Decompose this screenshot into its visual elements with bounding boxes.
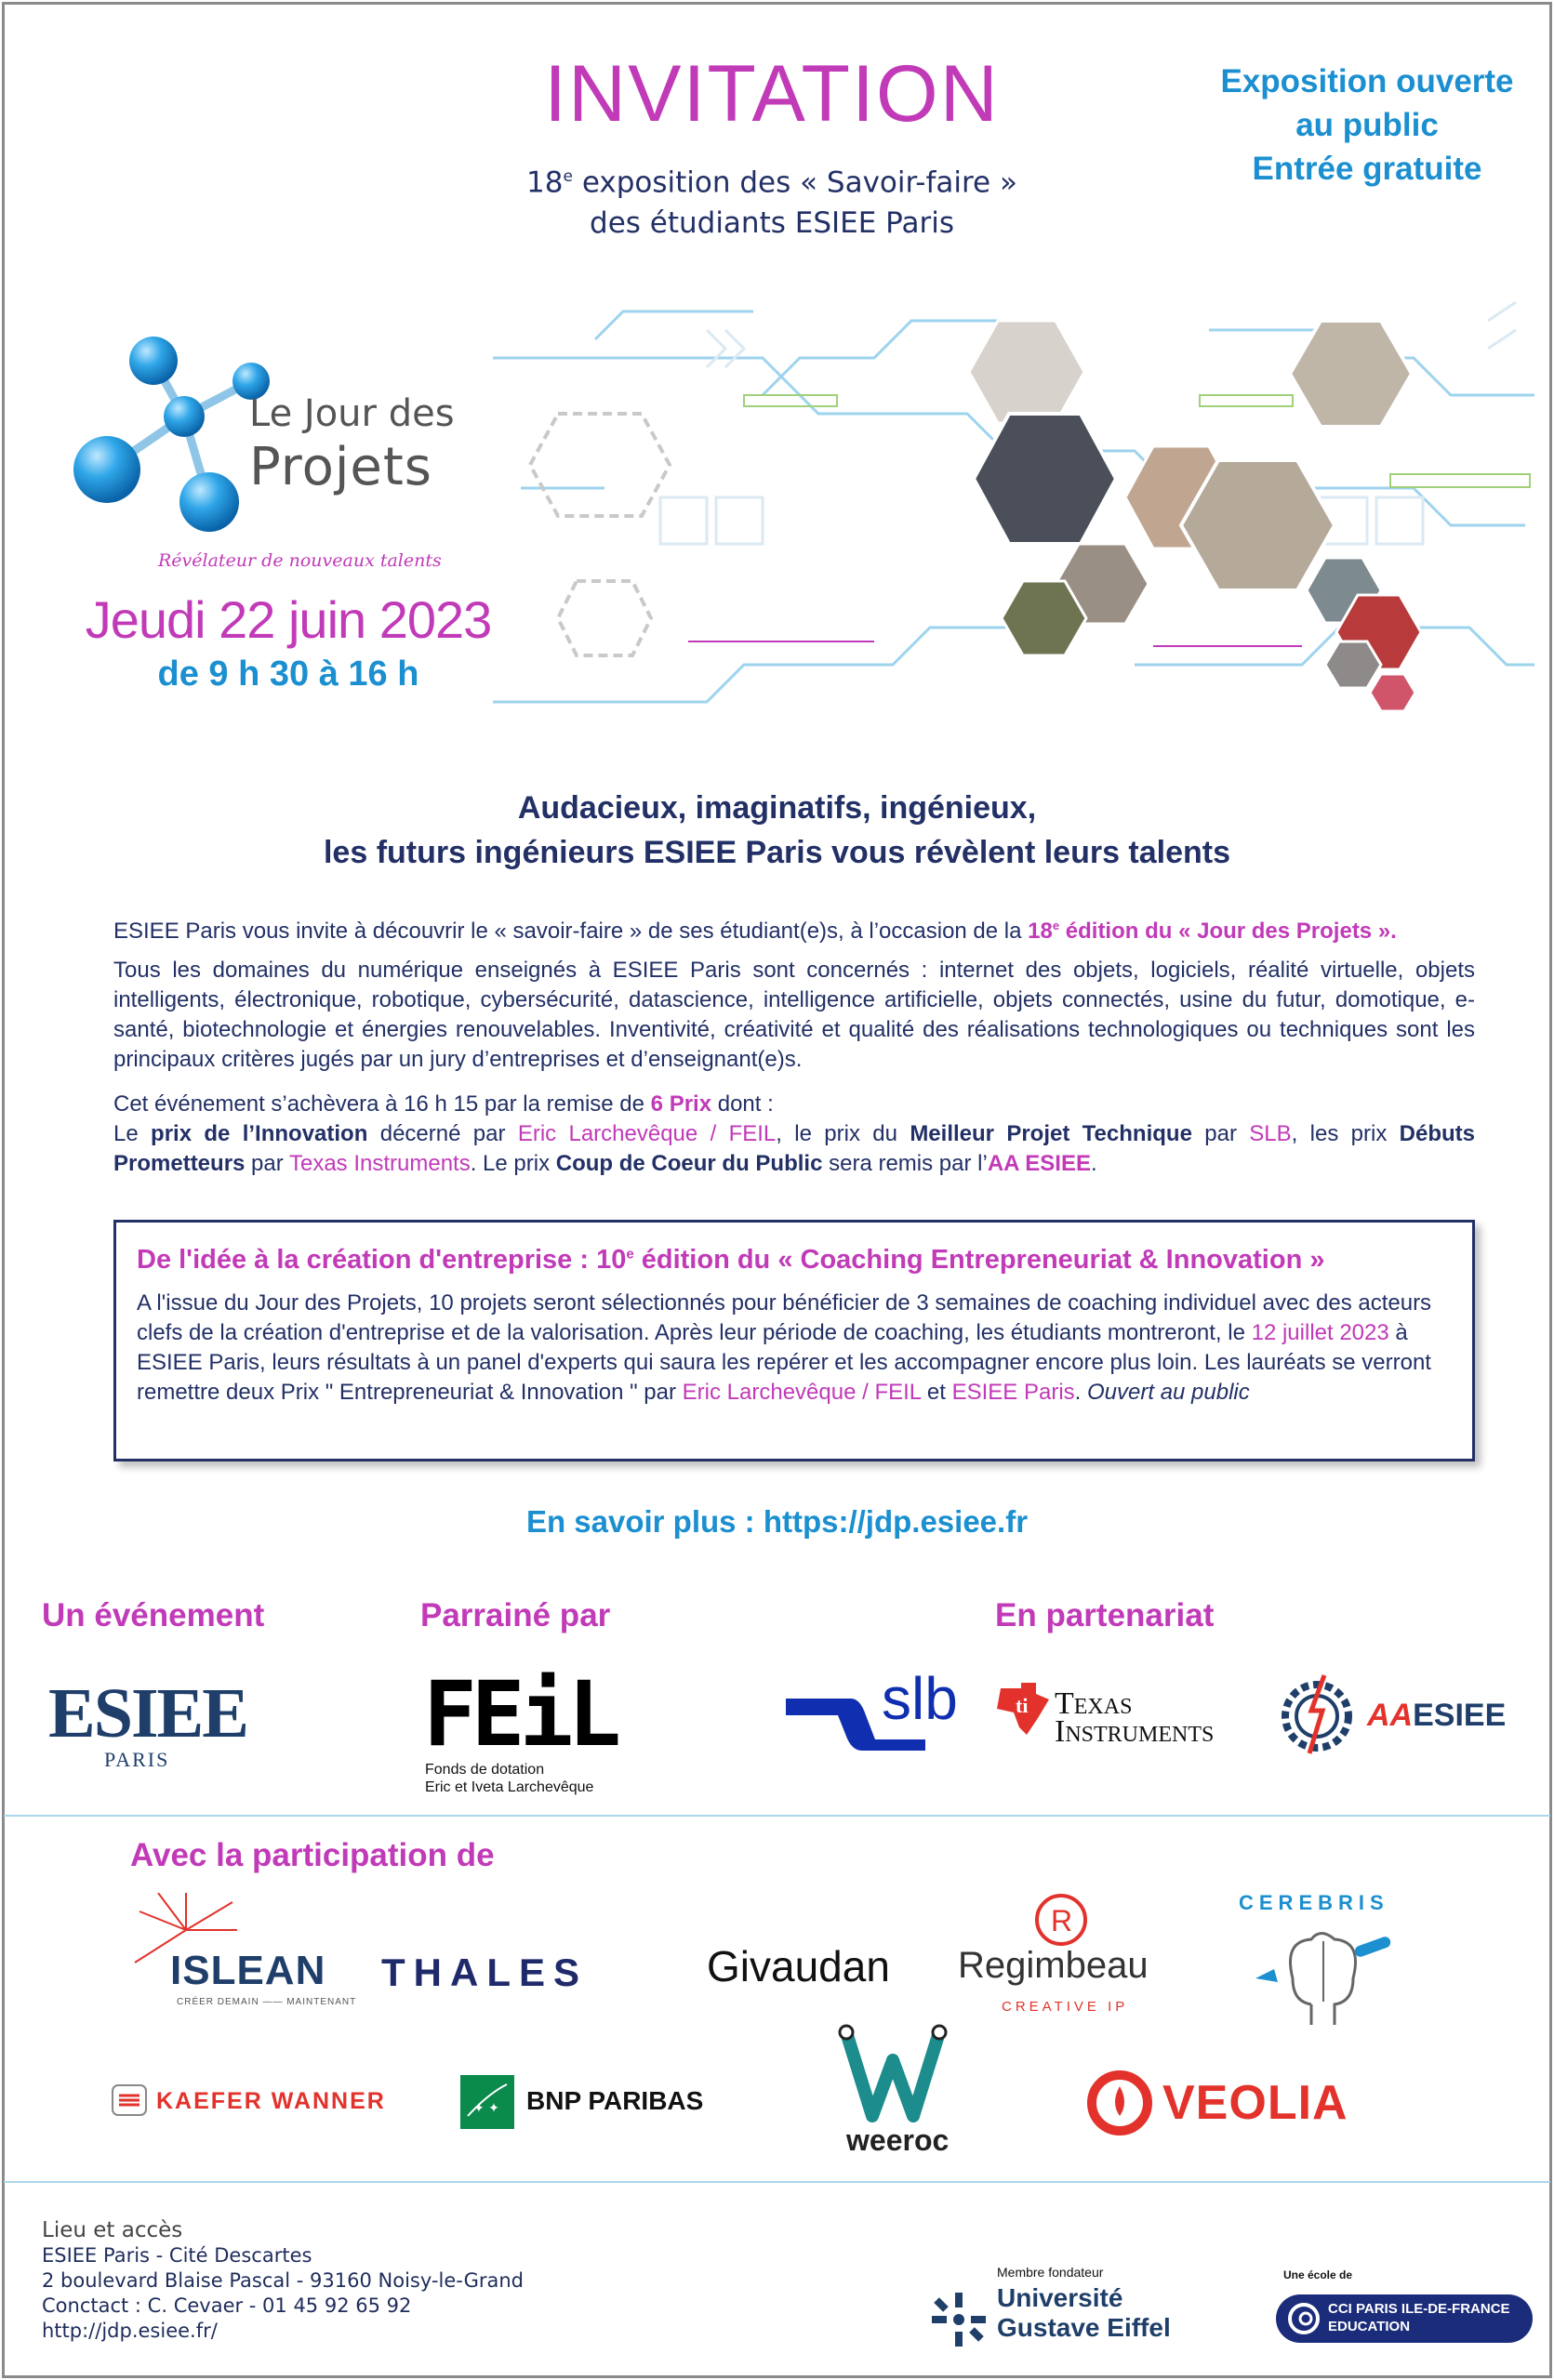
intro-paragraph-3 [113, 1090, 1475, 1179]
thales-logo: THALES [381, 1950, 588, 1994]
p3-r: sera remis par l’ [822, 1151, 988, 1176]
svg-text:R: R [1051, 1904, 1073, 1937]
cci-line1: CCI PARIS ILE-DE-FRANCE [1328, 2301, 1510, 2317]
p3-aa-esiee: AA ESIEE [987, 1151, 1091, 1176]
cci-logo [1328, 2300, 1510, 2335]
bnp-stars-icon [460, 2075, 514, 2129]
coaching-open-public: Ouvert au public [1087, 1380, 1250, 1405]
p3-ti: Texas Instruments [288, 1151, 471, 1176]
uge-logo [997, 2283, 1171, 2343]
p3-l: , les prix [1291, 1121, 1400, 1146]
p3-debuts-prize: Débuts Prometteurs [113, 1121, 1476, 1176]
logo-name-line2: Projets [249, 437, 432, 497]
ti-line1: Texas [1055, 1686, 1133, 1721]
venue-line1: ESIEE Paris - Cité Descartes [42, 2244, 312, 2267]
cci-label: Une école de [1283, 2268, 1353, 2281]
islean-logo-sub: CRÉER DEMAIN —— MAINTENANT [177, 1997, 357, 2007]
coaching-title-sup: e [626, 1246, 634, 1263]
logo-name-line1: Le Jour des [249, 392, 455, 435]
p3-j: par [1191, 1121, 1250, 1146]
headline-line2: les futurs ingénieurs ESIEE Paris vous révèlent leurs talents [323, 835, 1231, 870]
p3-prize-count: 6 Prix [650, 1091, 712, 1117]
venue-address: 2 boulevard Blaise Pascal - 93160 Noisy-le-Grand [42, 2269, 524, 2292]
venue-contact: Conctact : C. Cevaer - 01 45 92 65 92 [42, 2294, 412, 2317]
section-sponsored-by: Parrainé par [420, 1597, 611, 1633]
expo-line3: Entrée gratuite [1252, 151, 1482, 187]
regimbeau-logo: Regimbeau [958, 1945, 1149, 1986]
bnp-paribas-logo: BNP PARIBAS [526, 2086, 704, 2115]
event-date: Jeudi 22 juin 2023 [85, 590, 492, 649]
p3-slb: SLB [1249, 1121, 1292, 1146]
coaching-title-pre: De l'idée à la création d'entreprise : 10 [137, 1245, 627, 1275]
uge-label: Membre fondateur [997, 2265, 1104, 2280]
event-hours: de 9 h 30 à 16 h [157, 654, 419, 694]
subtitle-line2: des étudiants ESIEE Paris [590, 206, 954, 241]
aa-prefix: AA [1367, 1698, 1414, 1733]
ti-logo-icon [993, 1681, 1051, 1739]
section-partners: En partenariat [995, 1597, 1215, 1633]
logo-tagline: Révélateur de nouveaux talents [158, 550, 442, 571]
more-info-link[interactable]: En savoir plus : https://jdp.esiee.fr [525, 1504, 1029, 1539]
cerebris-logo: CEREBRIS [1239, 1891, 1389, 1914]
esiee-logo: ESIEE [48, 1674, 247, 1752]
feil-logo-sub [425, 1761, 593, 1796]
exhibition-subtitle [465, 156, 1079, 244]
veolia-logo: VEOLIA [1162, 2076, 1348, 2130]
veolia-logo-icon [1086, 2069, 1153, 2136]
cci-logo-icon [1287, 2302, 1321, 2335]
p1-highlight-sup: e [1052, 919, 1060, 932]
feil-logo: FEiL [423, 1662, 617, 1766]
coaching-body [137, 1289, 1452, 1408]
circuit-hexagon-banner [484, 274, 1544, 711]
intro-paragraph-1 [113, 911, 1475, 946]
uge-logo-icon [930, 2291, 988, 2348]
p3-p: . Le prix [470, 1151, 556, 1176]
coaching-larcheveque: Eric Larchevêque / FEIL [682, 1380, 922, 1405]
weeroc-w-icon [837, 2023, 949, 2127]
subtitle-number: 18 [526, 165, 564, 200]
aa-suffix: ESIEE [1413, 1698, 1507, 1733]
ti-logo [1055, 1686, 1215, 1749]
section-participation: Avec la participation de [130, 1837, 495, 1873]
feil-sub-line1: Fonds de dotation [425, 1762, 545, 1778]
invitation-title: INVITATION [544, 49, 1000, 139]
intro-paragraph-2: Tous les domaines du numérique enseignés à ESIEE Paris sont concernés : internet des objets, logiciels, réalité virtuelle, objets intelligents, électronique, robotique, cybersécurité, datascience, intelligence artificielle, objets connectés, usine du futur, domotique, e-santé, biotechnologie et énergies renouvelables. Inventivité, créativité et qualité des réalisations technologiques ou techniques sont les principaux critères jugés par un jury d’entreprises et d’enseignant(e)s. [113, 958, 1475, 1072]
slb-logo: slb [882, 1665, 958, 1732]
esiee-logo-sub: PARIS [104, 1748, 170, 1771]
regimbeau-r-icon [1032, 1891, 1090, 1949]
p3-public-prize: Coup de Coeur du Public [555, 1151, 823, 1176]
section-event-by: Un événement [42, 1597, 265, 1633]
p3-t: . [1090, 1151, 1097, 1176]
coaching-box [113, 1220, 1475, 1461]
subtitle-text: exposition des « Savoir-faire » [572, 165, 1017, 200]
p3-h: , le prix du [776, 1121, 910, 1146]
p1-highlight [1028, 919, 1397, 944]
p3-d: Le [113, 1121, 152, 1146]
subtitle-sup: e [563, 167, 573, 186]
exhibition-open-notice [1186, 60, 1548, 191]
p3-n: par [245, 1151, 289, 1176]
p3-c: dont : [711, 1091, 774, 1117]
p3-f: décerné par [367, 1121, 518, 1146]
expo-line1: Exposition ouverte [1220, 63, 1514, 99]
ti-line2: Instruments [1055, 1714, 1215, 1749]
headline [56, 786, 1498, 875]
coaching-date: 12 juillet 2023 [1251, 1320, 1389, 1345]
svg-text:✦ ✦: ✦ ✦ [473, 2101, 499, 2116]
divider [4, 1815, 1550, 1817]
coaching-body-a: A l'issue du Jour des Projets, 10 projets seront sélectionnés pour bénéficier de 3 semaines de coaching individuel avec des acteurs clefs de la création d'entreprise et de la valorisation. Après leur période de coaching, les étudiants montreront, le [137, 1290, 1432, 1345]
svg-text:ti: ti [1016, 1694, 1029, 1717]
uge-line1: Université [997, 2283, 1123, 2312]
p3-technical-prize: Meilleur Projet Technique [910, 1121, 1192, 1146]
kaefer-logo-icon [112, 2084, 147, 2116]
venue-url[interactable]: http://jdp.esiee.fr/ [42, 2320, 218, 2342]
p3-a: Cet événement s’achèvera à 16 h 15 par la remise de [113, 1091, 651, 1117]
givaudan-logo: Givaudan [707, 1942, 890, 1990]
cerebris-brain-icon [1246, 1923, 1395, 2034]
regimbeau-logo-sub: CREATIVE IP [1002, 1999, 1129, 2015]
coaching-title-post: édition du « Coaching Entrepreneuriat & Innovation » [633, 1245, 1325, 1275]
venue-info [42, 2218, 524, 2344]
coaching-body-d: et [921, 1380, 952, 1405]
p3-innovation-prize: prix de l’Innovation [151, 1121, 368, 1146]
footer-divider [4, 2181, 1550, 2183]
p1-highlight-text: édition du « Jour des Projets ». [1059, 919, 1397, 944]
coaching-esiee: ESIEE Paris [951, 1380, 1075, 1405]
islean-logo: ISLEAN [170, 1948, 326, 1993]
headline-line1: Audacieux, imaginatifs, ingénieux, [517, 790, 1037, 826]
p3-larcheveque: Eric Larchevêque / FEIL [517, 1121, 777, 1146]
weeroc-logo: weeroc [846, 2123, 950, 2157]
aa-esiee-gear-icon [1278, 1673, 1358, 1757]
cci-line2: EDUCATION [1328, 2319, 1411, 2334]
p1-highlight-number: 18 [1028, 919, 1053, 944]
feil-sub-line2: Eric et Iveta Larchevêque [425, 1779, 594, 1795]
coaching-body-f: . [1074, 1380, 1087, 1405]
aa-esiee-logo [1367, 1698, 1506, 1734]
expo-line2: au public [1295, 107, 1439, 143]
coaching-body-b: à ESIEE Paris, leurs résultats à un panel d'experts qui saura les repérer et les accompagner encore plus loin. Les lauréats se verront remettre deux Prix " Entrepreneuriat & Innovation " par [137, 1320, 1431, 1405]
venue-title: Lieu et accès [42, 2218, 183, 2242]
coaching-title [137, 1245, 1452, 1276]
kaefer-wanner-logo: KAEFER WANNER [156, 2088, 386, 2114]
uge-line2: Gustave Eiffel [997, 2313, 1171, 2342]
p1-text: ESIEE Paris vous invite à découvrir le « savoir-faire » de ses étudiant(e)s, à l’occasion de la [113, 919, 1029, 944]
